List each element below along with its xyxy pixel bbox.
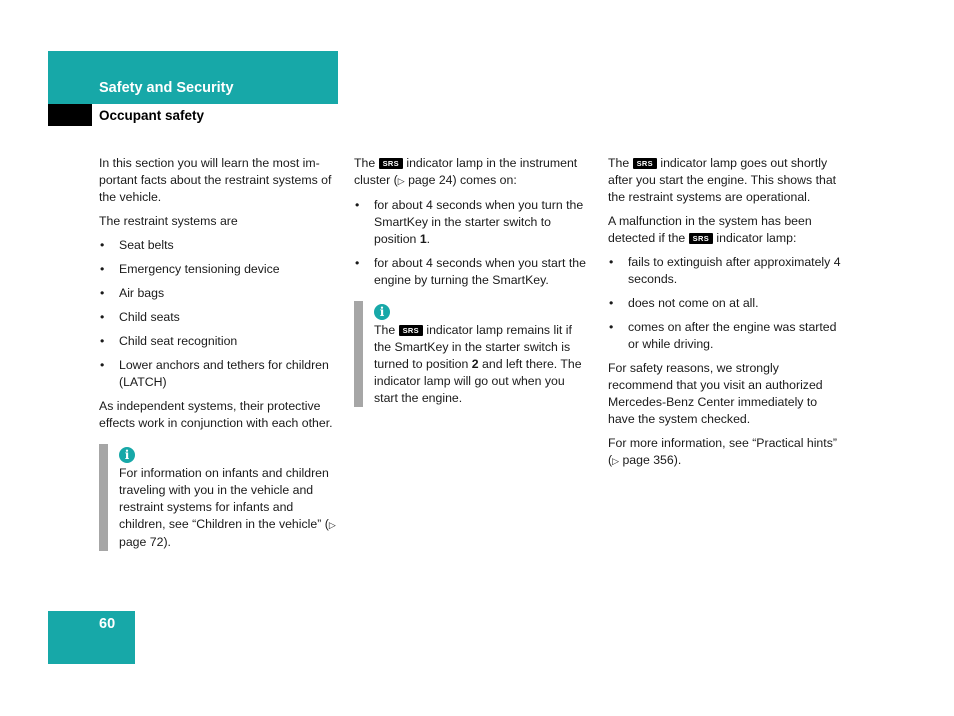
page-number-box <box>48 611 135 664</box>
info-icon: i <box>374 304 390 320</box>
page-ref-arrow-icon: ▷ <box>612 456 620 466</box>
srs-indicator-icon: SRS <box>689 233 713 244</box>
info-icon: i <box>119 447 135 463</box>
lamp-on-list <box>354 197 592 289</box>
page-ref-arrow-icon: ▷ <box>328 520 336 530</box>
subsection-marker <box>48 104 92 126</box>
note-text: For information on infants and children traveling with you in the vehicle and restraint systems for infants and children, see “Children in the vehicle” (▷ page 72). <box>119 466 336 549</box>
note-text: The SRS indicator lamp remains lit if the SmartKey in the starter switch is turned to position 2 and left there. The indicator lamp will go out when you start the engine. <box>374 323 582 405</box>
list-item: • Emergency tensioning device <box>99 261 337 278</box>
list-item: • Child seat recognition <box>99 333 337 350</box>
list-item: • comes on after the engine was started or while driving. <box>608 319 846 353</box>
list-item: • fails to extinguish after approximately 4 seconds. <box>608 254 846 288</box>
malfunction-paragraph: A malfunction in the system has been detected if the SRS indicator lamp: <box>608 214 812 245</box>
lamp-on-paragraph: The SRS indicator lamp in the instrument cluster (▷ page 24) comes on: <box>354 156 578 187</box>
page-number: 60 <box>99 616 116 632</box>
column-1 <box>99 155 337 551</box>
srs-indicator-icon: SRS <box>633 158 657 169</box>
list-item: • Air bags <box>99 285 337 302</box>
srs-indicator-icon: SRS <box>379 158 403 169</box>
list-item: • for about 4 seconds when you turn the SmartKey in the starter switch to position 1. <box>354 197 592 248</box>
list-item: • does not come on at all. <box>608 295 846 312</box>
safety-paragraph: For safety reasons, we strongly recommend that you visit an authorized Mercedes-Benz Center immediately to have the system checked. <box>608 361 823 426</box>
more-info-paragraph: For more information, see “Practical hints” (▷ page 356). <box>608 436 837 467</box>
list-item: • for about 4 seconds when you start the engine by turning the SmartKey. <box>354 255 592 289</box>
srs-indicator-icon: SRS <box>399 325 423 336</box>
malfunction-list <box>608 254 846 353</box>
subsection-title: Occupant safety <box>99 108 205 123</box>
list-item: • Lower anchors and tethers for children (LATCH) <box>99 357 337 391</box>
list-item: • Child seats <box>99 309 337 326</box>
column-2 <box>354 155 592 407</box>
restraint-list <box>99 237 337 391</box>
info-note <box>99 444 337 551</box>
info-note <box>354 301 592 407</box>
column-3 <box>608 155 846 477</box>
page-ref-arrow-icon: ▷ <box>397 176 405 186</box>
intro-paragraph: In this section you will learn the most im-portant facts about the restraint systems of the vehicle. <box>99 156 332 204</box>
header-band <box>48 51 338 104</box>
outro-paragraph: As independent systems, their protective effects work in conjunction with each other. <box>99 399 333 430</box>
lamp-off-paragraph: The SRS indicator lamp goes out shortly after you start the engine. This shows that the restraint systems are operational. <box>608 156 837 204</box>
section-title: Safety and Security <box>99 80 234 96</box>
restraint-lead: The restraint systems are <box>99 214 238 228</box>
list-item: • Seat belts <box>99 237 337 254</box>
